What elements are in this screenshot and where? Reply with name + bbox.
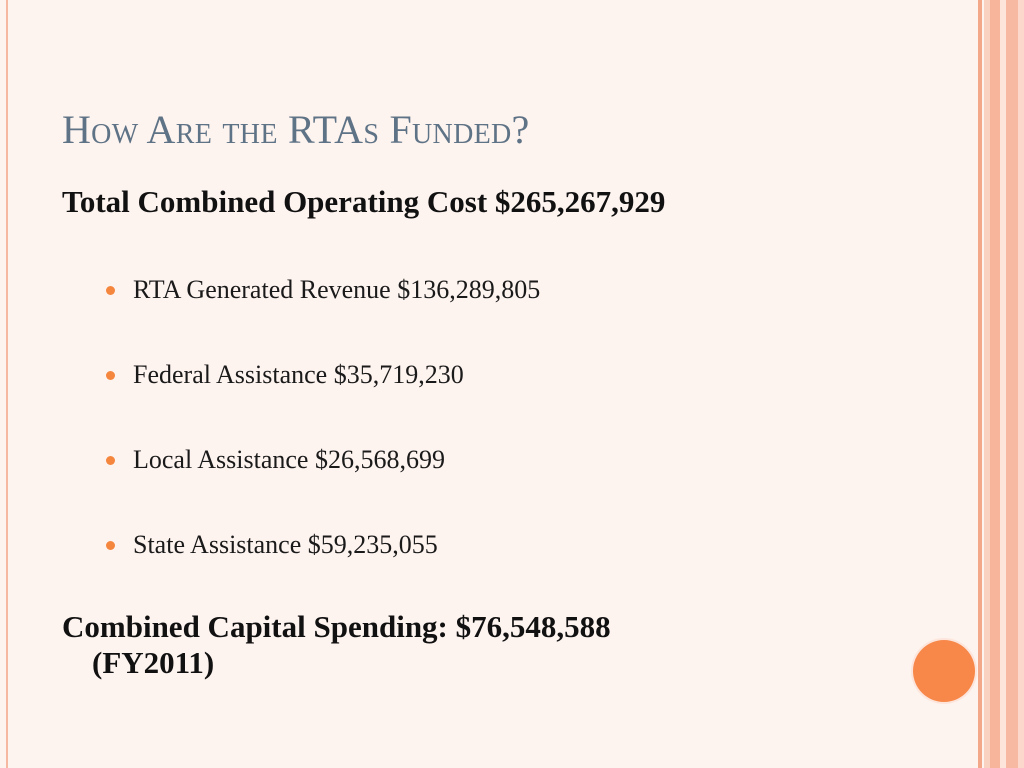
bullet-label: RTA Generated Revenue $136,289,805 [133, 275, 541, 304]
orange-circle-icon [913, 640, 975, 702]
right-stripe [978, 0, 982, 768]
bullet-item-federal-assistance [106, 360, 464, 390]
left-border-line [6, 0, 8, 768]
bullet-label: Federal Assistance $35,719,230 [133, 360, 464, 389]
capital-spending-line2: (FY2011) [92, 645, 215, 680]
bullet-item-local-assistance [106, 445, 445, 475]
right-stripe [1018, 0, 1024, 768]
operating-cost-heading: Total Combined Operating Cost $265,267,929 [62, 184, 666, 219]
right-stripe [1006, 0, 1018, 768]
capital-spending-line1: Combined Capital Spending: $76,548,588 [62, 609, 611, 644]
bullet-item-state-assistance [106, 530, 438, 560]
right-stripe [990, 0, 1000, 768]
bullet-label: Local Assistance $26,568,699 [133, 445, 445, 474]
bullet-dot-icon [106, 286, 115, 295]
bullet-label: State Assistance $59,235,055 [133, 530, 438, 559]
bullet-item-rta-revenue [106, 275, 540, 305]
bullet-dot-icon [106, 371, 115, 380]
slide-title: How Are the RTAs Funded? [62, 107, 530, 152]
capital-spending-heading [62, 609, 822, 681]
bullet-dot-icon [106, 456, 115, 465]
bullet-dot-icon [106, 541, 115, 550]
